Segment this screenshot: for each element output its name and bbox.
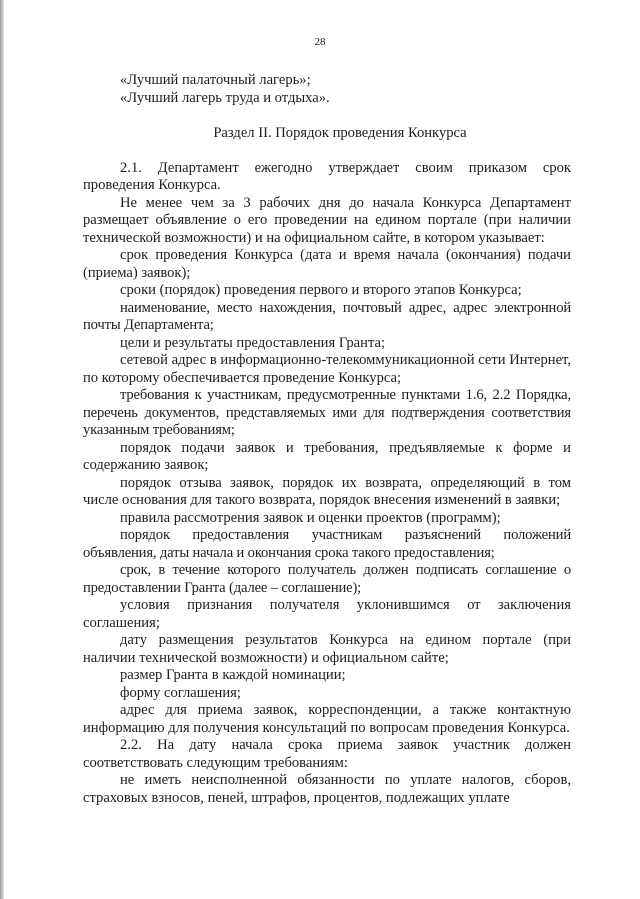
paragraph: адрес для приема заявок, корреспонденции, а также контактную информацию для получения консультаций по вопросам проведения Конкурса.: [83, 702, 571, 736]
paragraph: срок проведения Конкурса (дата и время начала (окончания) подачи (приема) заявок);: [83, 247, 571, 281]
paragraph: правила рассмотрения заявок и оценки проектов (программ);: [120, 509, 501, 526]
paragraph: сроки (порядок) проведения первого и второго этапов Конкурса;: [120, 282, 522, 298]
paragraph: порядок предоставления участникам разъяснений положений объявления, даты начала и окончания срока такого предоставления;: [83, 527, 571, 561]
paragraph: срок, в течение которого получатель должен подписать соглашение о предоставлении Гранта (далее – соглашение);: [83, 562, 571, 596]
paragraph: цели и результаты предоставления Гранта;: [120, 334, 386, 351]
nomination-line: «Лучший лагерь труда и отдыха».: [120, 89, 330, 106]
paragraph: 2.2. На дату начала срока приема заявок участник должен соответствовать следующим требованиям:: [83, 737, 571, 771]
paragraph: Не менее чем за 3 рабочих дня до начала Конкурса Департамент размещает объявление о его проведении на едином портале (при наличии технической возможности) и на официальном сайте, в котором указывает:: [83, 194, 571, 246]
nomination-line: «Лучший палаточный лагерь»;: [120, 72, 311, 88]
paragraph: форму соглашения;: [120, 684, 241, 701]
paragraph: наименование, место нахождения, почтовый адрес, адрес электронной почты Департамента;: [83, 299, 571, 333]
document-body: [83, 72, 571, 807]
paragraph: 2.1. Департамент ежегодно утверждает своим приказом срок проведения Конкурса.: [83, 159, 571, 193]
paragraph: сетевой адрес в информационно-телекоммуникационной сети Интернет, по которому обеспечивается проведение Конкурса;: [83, 352, 571, 386]
paragraph: не иметь неисполненной обязанности по уплате налогов, сборов, страховых взносов, пеней, штрафов, процентов, подлежащих уплате: [83, 772, 571, 806]
section-heading: Раздел II. Порядок проведения Конкурса: [213, 125, 467, 141]
paragraph: размер Гранта в каждой номинации;: [120, 667, 346, 683]
paragraph: порядок подачи заявок и требования, предъявляемые к форме и содержанию заявок;: [83, 439, 571, 473]
paragraph: условия признания получателя уклонившимся от заключения соглашения;: [83, 597, 571, 631]
paragraph: дату размещения результатов Конкурса на едином портале (при наличии технической возможности) и официальном сайте;: [83, 632, 571, 666]
paragraph: порядок отзыва заявок, порядок их возврата, определяющий в том числе основания для такого возврата, порядок внесения изменений в заявки;: [83, 474, 571, 508]
paragraph: требования к участникам, предусмотренные пунктами 1.6, 2.2 Порядка, перечень документов, представляемых ими для подтверждения соответствия указанным требованиям;: [83, 387, 571, 438]
scan-edge-shadow: [0, 0, 4, 899]
page-number: 28: [314, 36, 326, 48]
